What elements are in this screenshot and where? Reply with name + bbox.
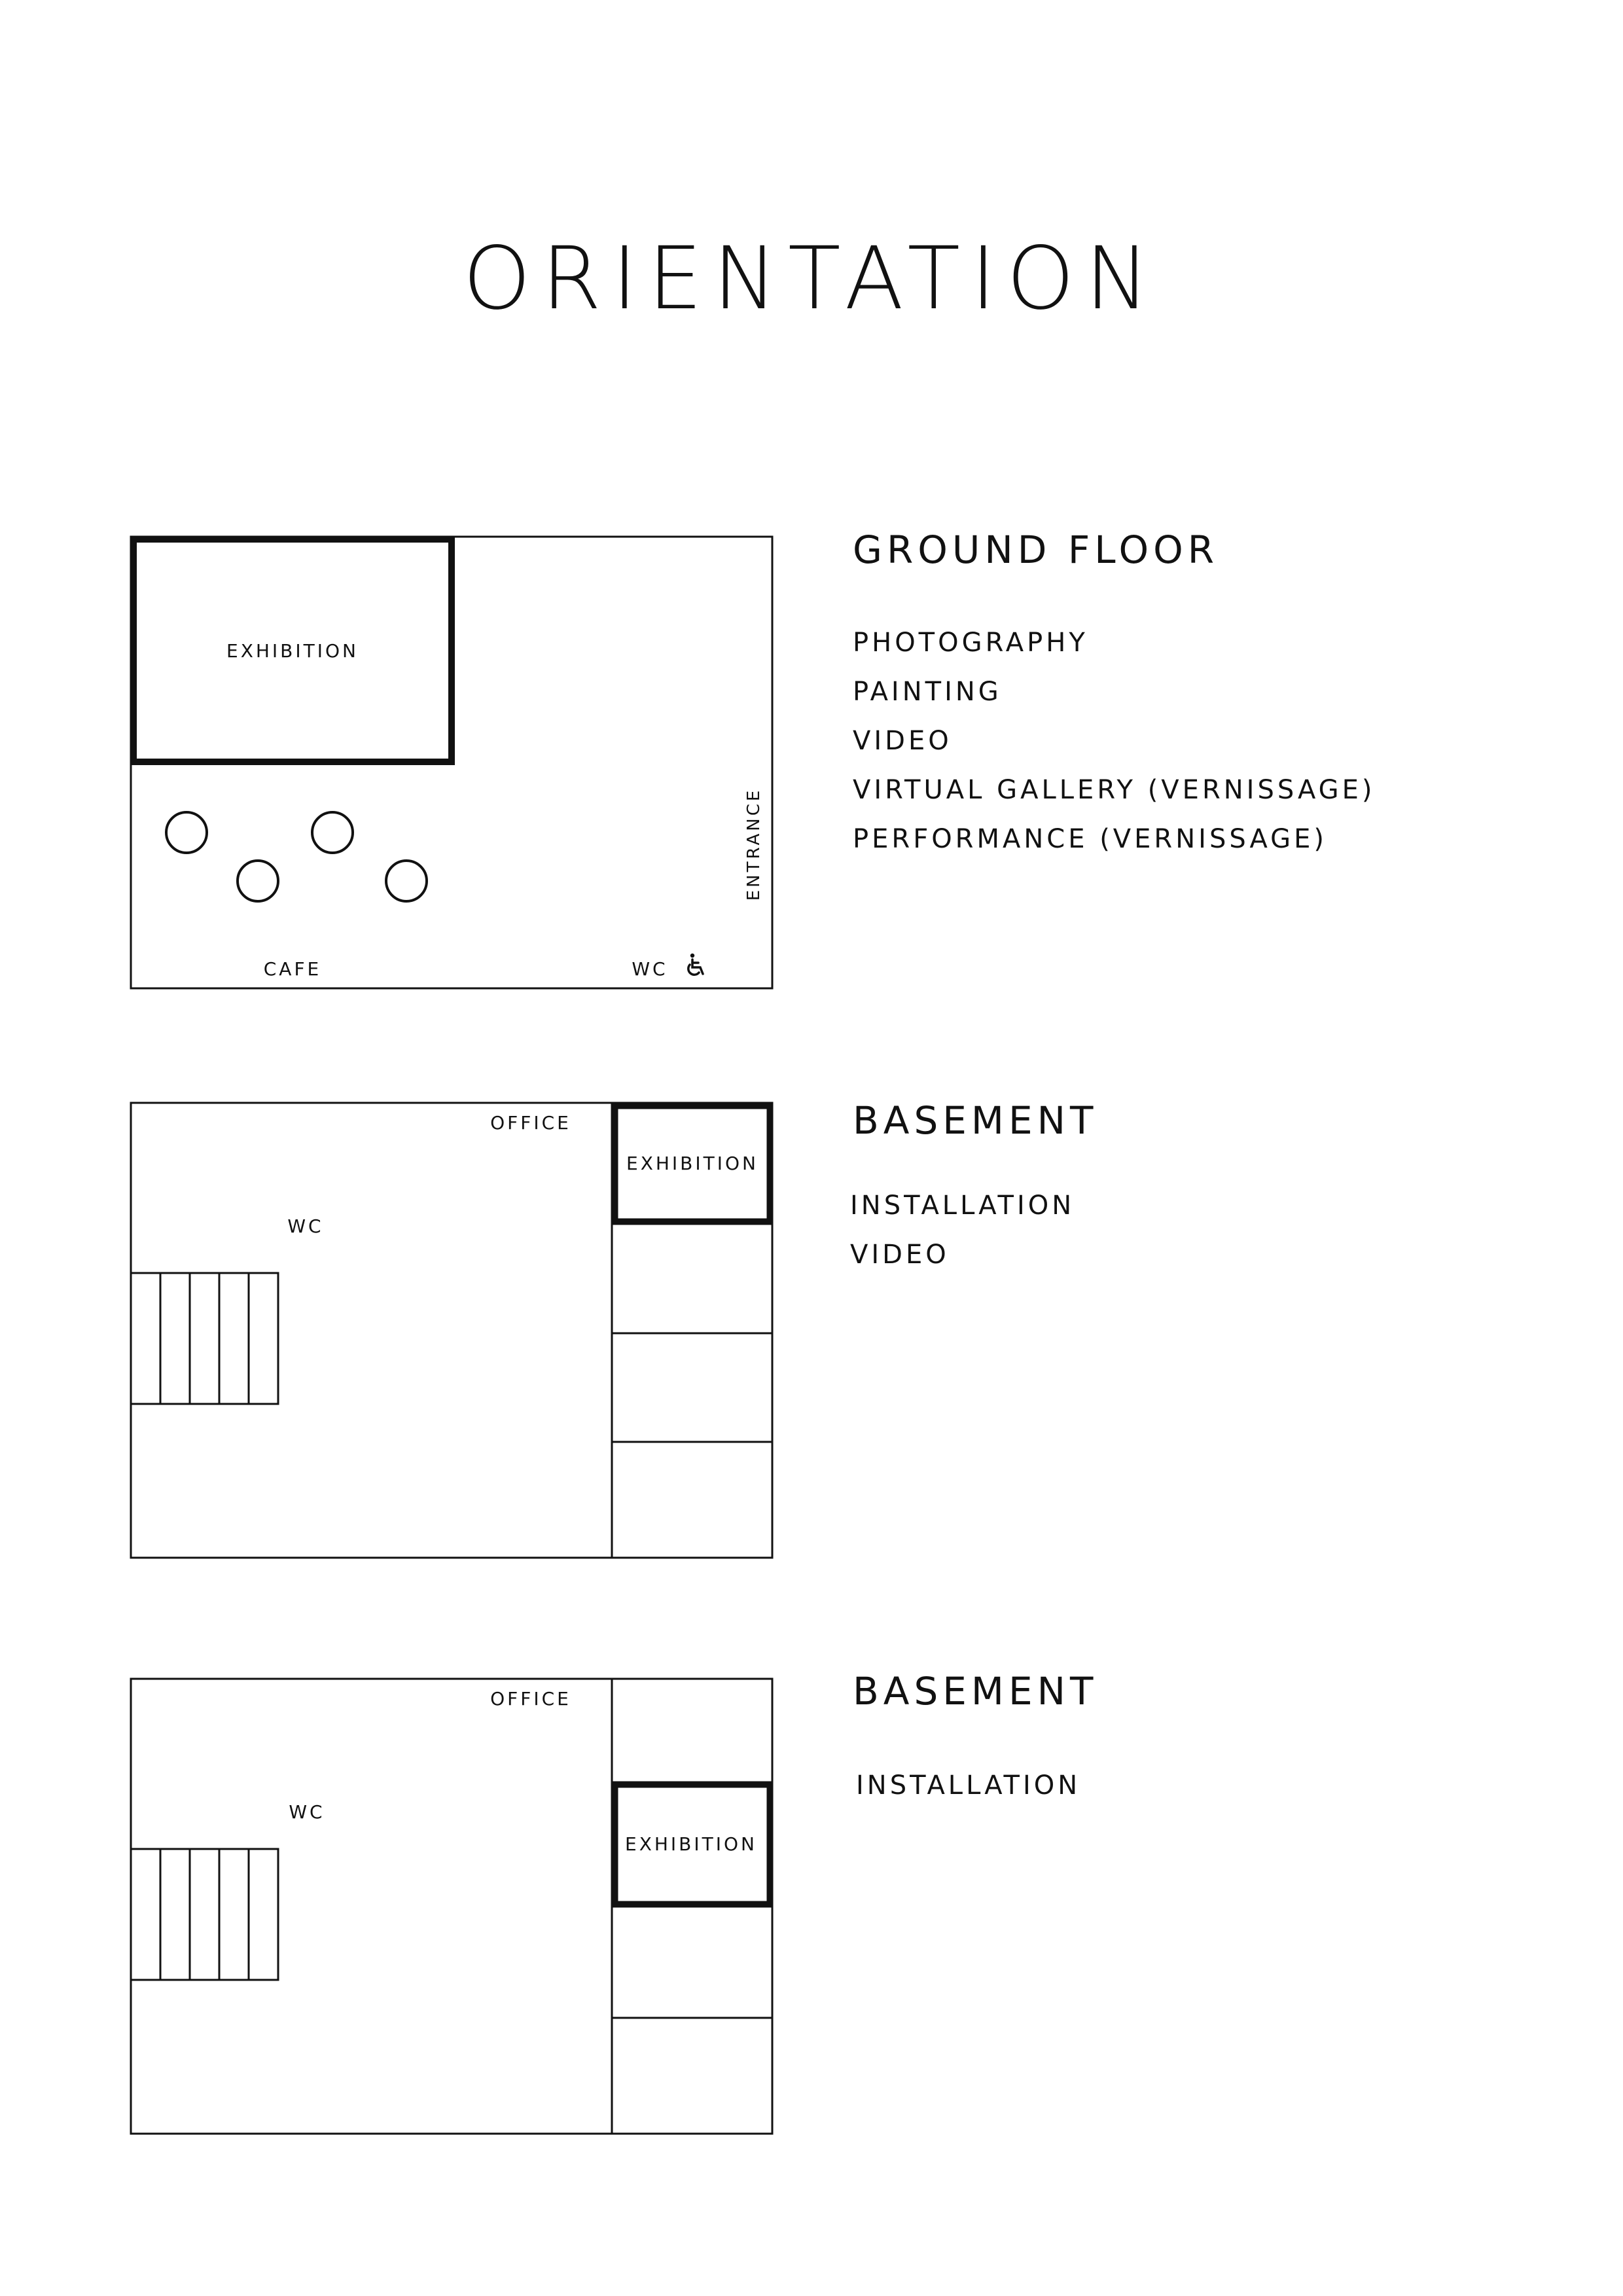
- list-item: VIDEO: [850, 1240, 950, 1270]
- cafe-label: CAFE: [263, 958, 322, 980]
- list-item: INSTALLATION: [850, 1191, 1075, 1221]
- basement-2-item-list: [856, 1761, 1080, 1810]
- page-title: ORIENTATION: [463, 228, 1160, 329]
- ground-floor-wc-label: WC: [632, 958, 668, 980]
- basement-2-heading: BASEMENT: [853, 1669, 1098, 1713]
- cafe-table-icon: [166, 812, 427, 901]
- basement-2-office-label: OFFICE: [490, 1688, 571, 1710]
- basement-1-exhibition-label: EXHIBITION: [626, 1153, 758, 1174]
- ground-floor-exhibition-label: EXHIBITION: [226, 640, 359, 662]
- ground-floor-item-list: [853, 619, 1376, 864]
- list-item: INSTALLATION: [856, 1770, 1081, 1801]
- basement-plan-1: [124, 1096, 785, 1568]
- stairs-icon: [131, 1273, 278, 1404]
- list-item: PAINTING: [853, 677, 1002, 707]
- basement-1-item-list: [850, 1181, 1075, 1280]
- wheelchair-icon: [688, 954, 703, 975]
- basement-1-office-label: OFFICE: [490, 1112, 571, 1134]
- basement-plan-2: [124, 1672, 785, 2144]
- basement-1-heading: BASEMENT: [853, 1098, 1098, 1143]
- ground-floor-heading: GROUND FLOOR: [853, 528, 1219, 572]
- list-item: PHOTOGRAPHY: [853, 628, 1088, 658]
- basement-2-exhibition-label: EXHIBITION: [625, 1833, 757, 1855]
- ground-floor-plan: [124, 524, 779, 995]
- list-item: PERFORMANCE (VERNISSAGE): [853, 824, 1327, 854]
- basement-2-wc-label: WC: [289, 1801, 325, 1823]
- entrance-label: ENTRANCE: [744, 787, 764, 901]
- list-item: VIRTUAL GALLERY (VERNISSAGE): [853, 775, 1376, 805]
- stairs-icon: [131, 1849, 278, 1980]
- basement-1-wc-label: WC: [287, 1215, 324, 1237]
- list-item: VIDEO: [853, 726, 952, 756]
